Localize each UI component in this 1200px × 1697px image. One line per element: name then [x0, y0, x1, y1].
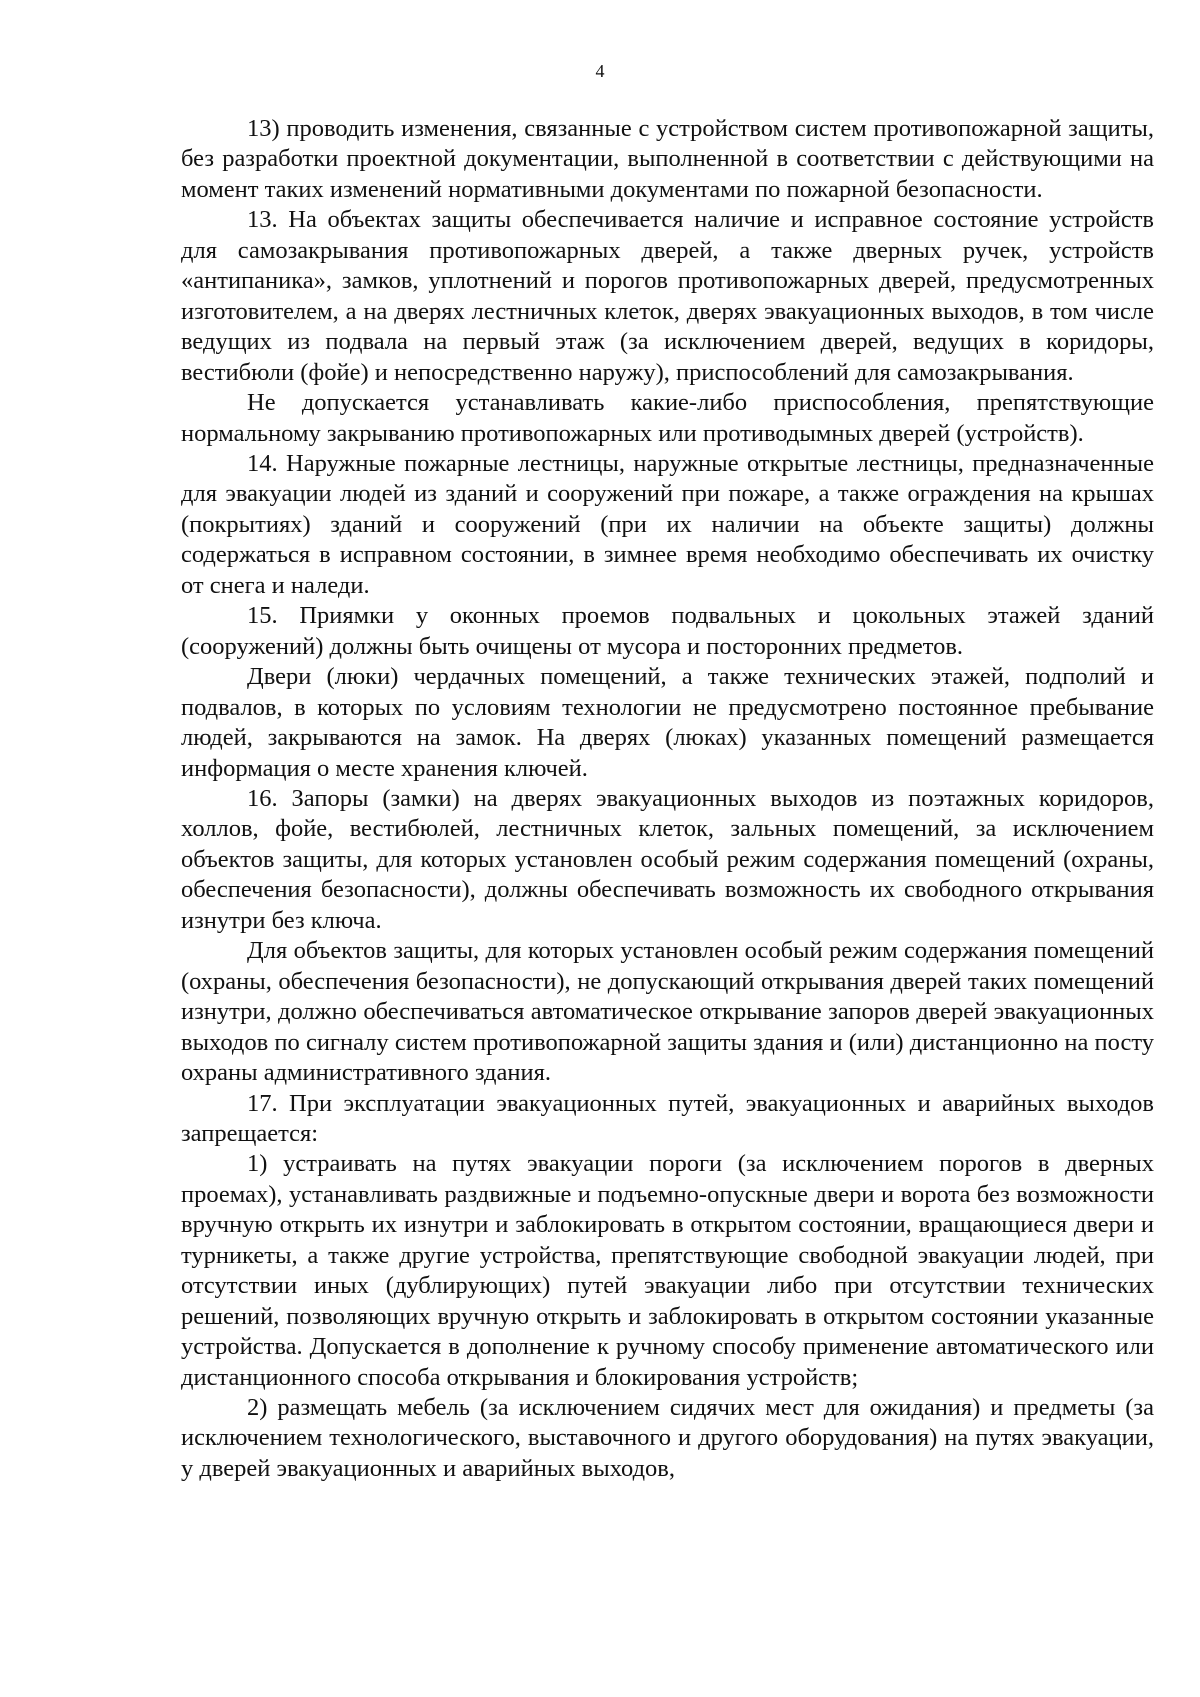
paragraph-clause-14: 14. Наружные пожарные лестницы, наружные открытые лестницы, предназначенные для эвакуации людей из зданий и сооружений при пожаре, а также ограждения на крышах (покрытиях) зданий и сооружений (при их наличии на объекте защиты) должны содержаться в исправном состоянии, в зимнее время необходимо обеспечивать их очистку от снега и наледи.	[181, 449, 1154, 599]
paragraph-clause-13-note: Не допускается устанавливать какие-либо приспособления, препятствующие нормальному закрыванию противопожарных или противодымных дверей (устройств).	[181, 389, 1154, 447]
paragraph-clause-16-note: Для объектов защиты, для которых установлен особый режим содержания помещений (охраны, обеспечения безопасности), не допускающий открывания дверей таких помещений изнутри, должно обеспечиваться автоматическое открывание запоров дверей эвакуационных выходов по сигналу систем противопожарной защиты здания и (или) дистанционно на посту охраны административного здания.	[181, 937, 1154, 1087]
paragraph-clause-16: 16. Запоры (замки) на дверях эвакуационных выходов из поэтажных коридоров, холлов, фойе, вестибюлей, лестничных клеток, зальных помещений, за исключением объектов защиты, для которых установлен особый режим содержания помещений (охраны, обеспечения безопасности), должны обеспечивать возможность их свободного открывания изнутри без ключа.	[181, 784, 1154, 934]
paragraph-item-13: 13) проводить изменения, связанные с устройством систем противопожарной защиты, без разработки проектной документации, выполненной в соответствии с действующими на момент таких изменений нормативными документами по пожарной безопасности.	[181, 115, 1154, 203]
page-number: 4	[595, 61, 605, 81]
paragraph-clause-15-note: Двери (люки) чердачных помещений, а также технических этажей, подполий и подвалов, в которых по условиям технологии не предусмотрено постоянное пребывание людей, закрываются на замок. На дверях (люках) указанных помещений размещается информация о месте хранения ключей.	[181, 663, 1154, 782]
paragraph-clause-15: 15. Приямки у оконных проемов подвальных и цокольных этажей зданий (сооружений) должны быть очищены от мусора и посторонних предметов.	[181, 602, 1154, 660]
paragraph-clause-13: 13. На объектах защиты обеспечивается наличие и исправное состояние устройств для самозакрывания противопожарных дверей, а также дверных ручек, устройств «антипаника», замков, уплотнений и порогов противопожарных дверей, предусмотренных изготовителем, а на дверях лестничных клеток, дверях эвакуационных выходов, в том числе ведущих из подвала на первый этаж (за исключением дверей, ведущих в коридоры, вестибюли (фойе) и непосредственно наружу), приспособлений для самозакрывания.	[181, 206, 1154, 386]
paragraph-clause-17-item-1: 1) устраивать на путях эвакуации пороги (за исключением порогов в дверных проемах), устанавливать раздвижные и подъемно-опускные двери и ворота без возможности вручную открыть их изнутри и заблокировать в открытом состоянии, вращающиеся двери и турникеты, а также другие устройства, препятствующие свободной эвакуации людей, при отсутствии иных (дублирующих) путей эвакуации либо при отсутствии технических решений, позволяющих вручную открыть и заблокировать в открытом состоянии указанные устройства. Допускается в дополнение к ручному способу применение автоматического или дистанционного способа открывания и блокирования устройств;	[181, 1150, 1154, 1391]
paragraph-clause-17: 17. При эксплуатации эвакуационных путей, эвакуационных и аварийных выходов запрещается:	[181, 1089, 1154, 1147]
document-body	[181, 114, 1154, 1484]
paragraph-clause-17-item-2: 2) размещать мебель (за исключением сидячих мест для ожидания) и предметы (за исключением технологического, выставочного и другого оборудования) на путях эвакуации, у дверей эвакуационных и аварийных выходов,	[181, 1394, 1154, 1482]
